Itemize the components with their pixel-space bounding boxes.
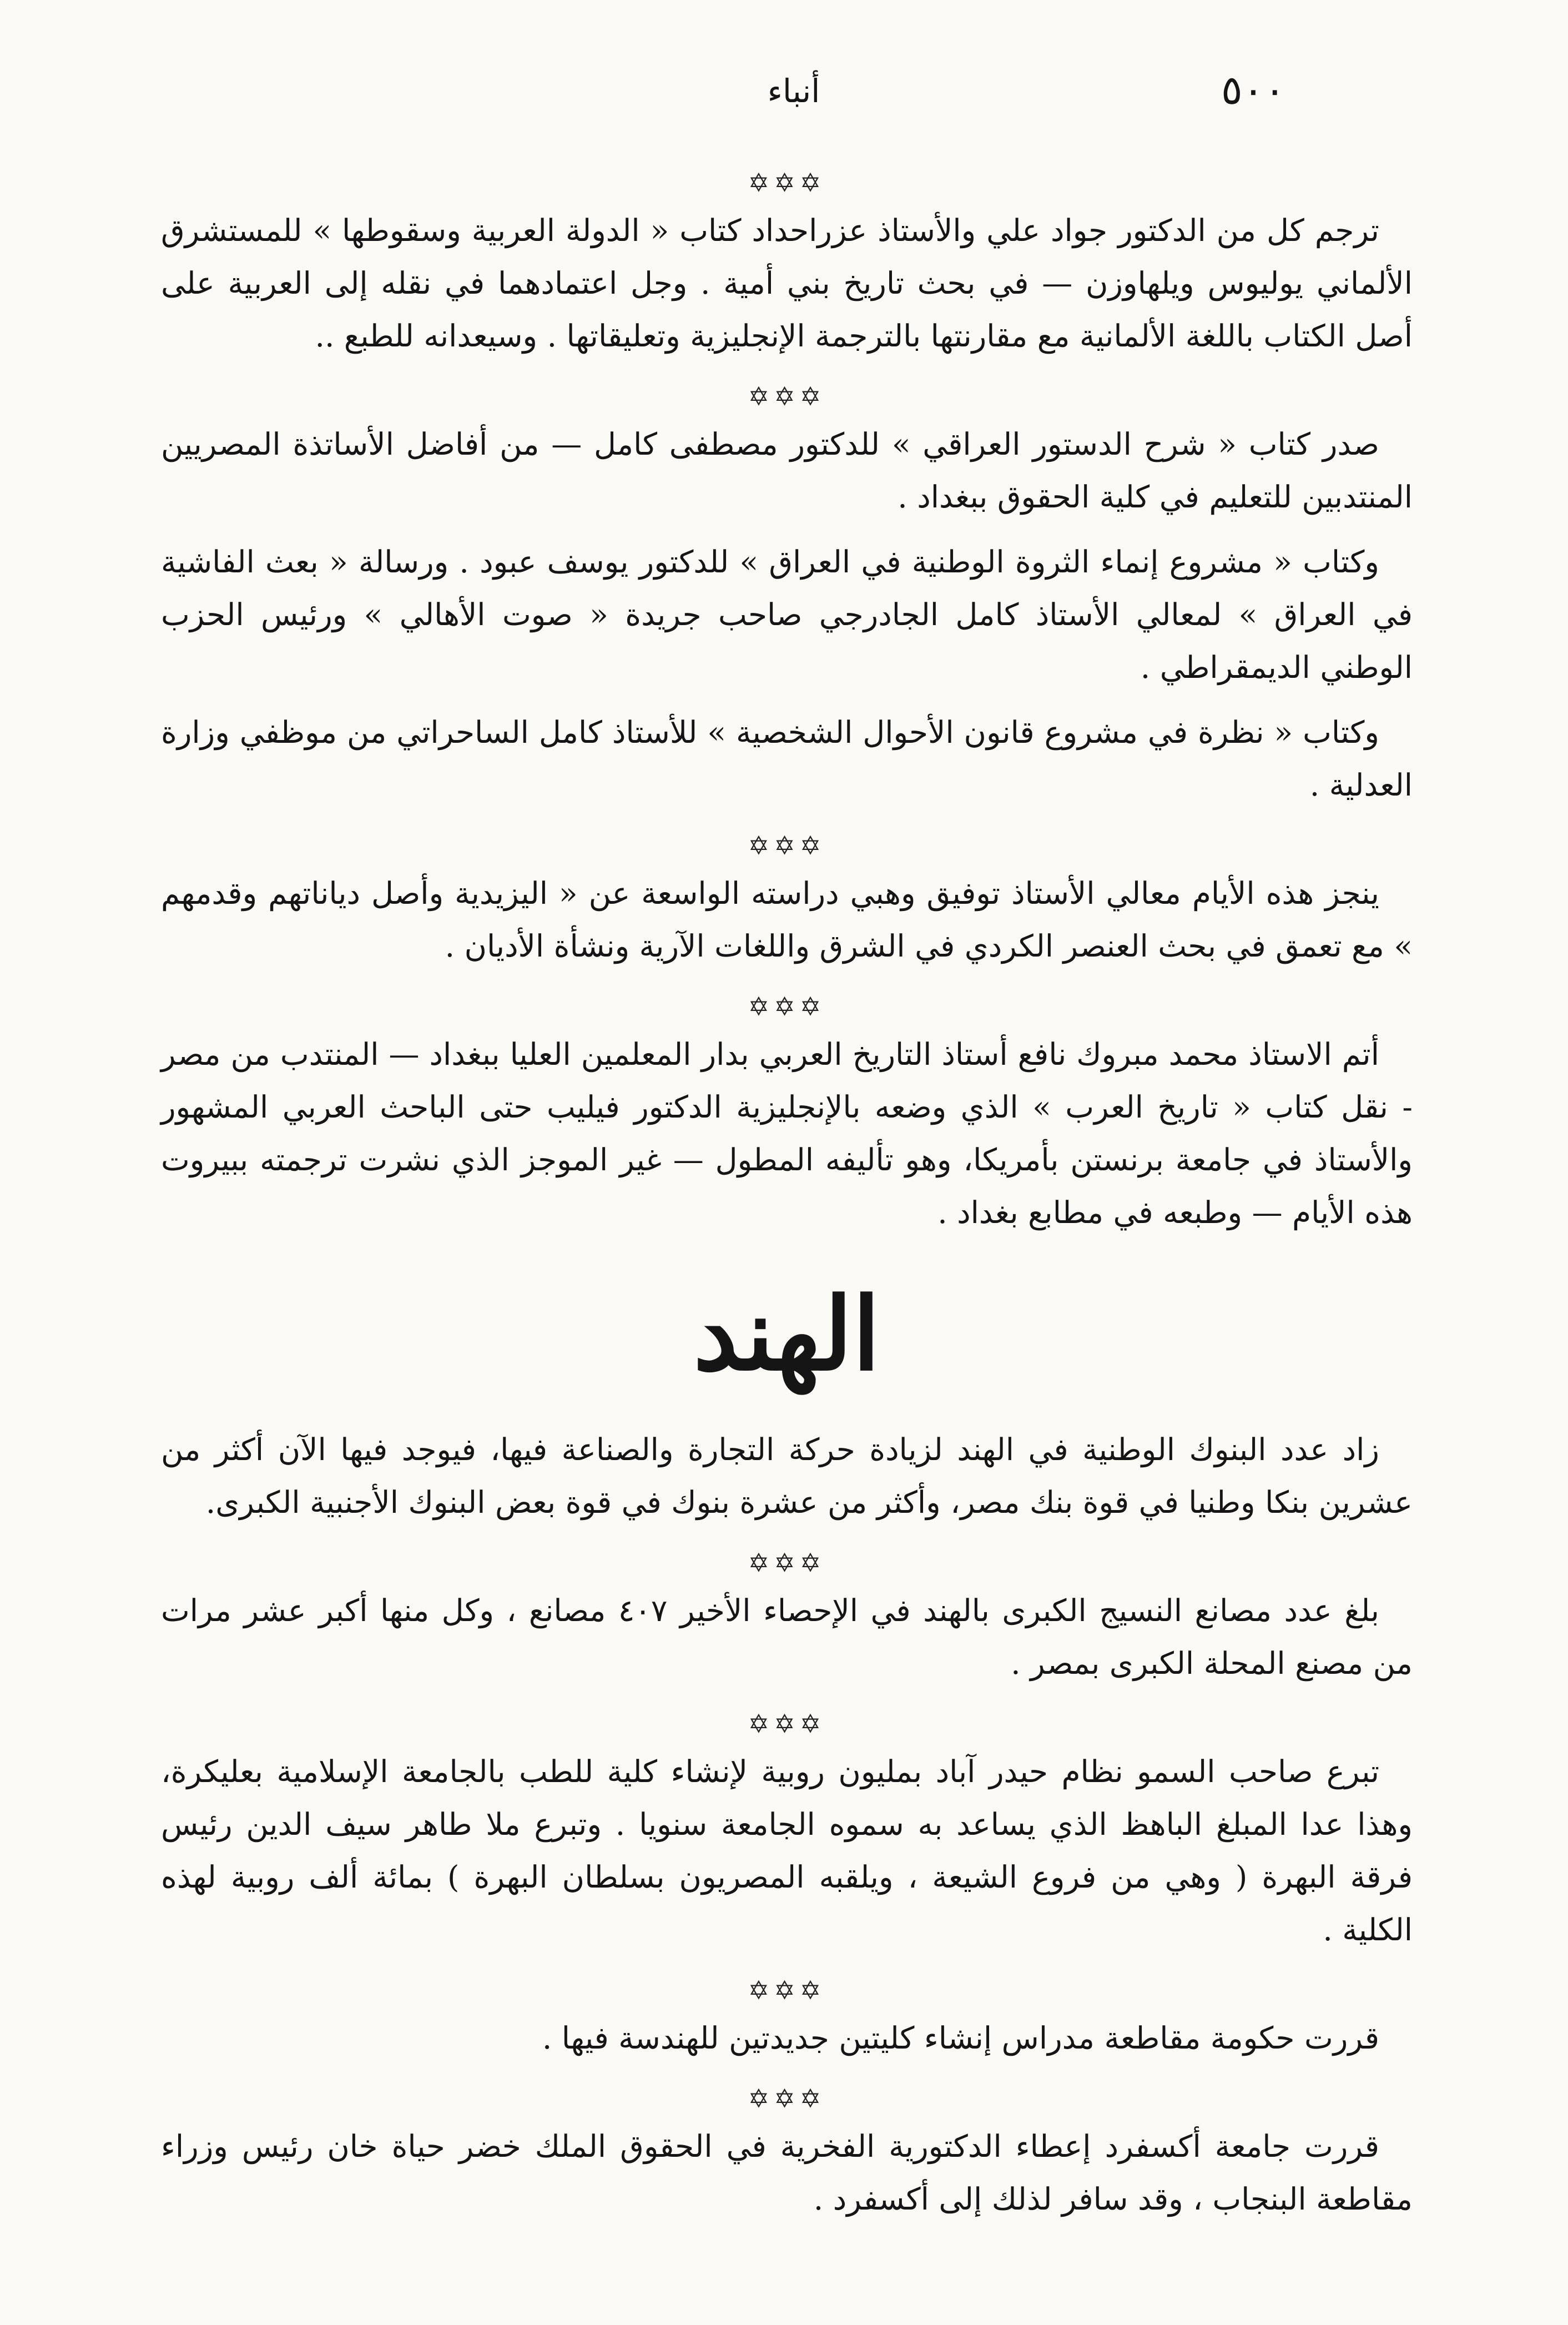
news-item-yazidi-study: ينجز هذه الأيام معالي الأستاذ توفيق وهبي دراسته الواسعة عن « اليزيدية وأصل دياناتهم وقدمهم » مع تعمق في بحث العنصر الكردي في الشرق واللغات الآرية ونشأة الأديان . [161, 875, 1413, 964]
news-item-medical-college-donation: تبرع صاحب السمو نظام حيدر آباد بمليون روبية لإنشاء كلية للطب بالجامعة الإسلامية بعليكرة، وهذا عدا المبلغ الباهظ الذي يساعد به سموه الجامعة سنويا . وتبرع ملا طاهر سيف الدين رئيس فرقة البهرة ( وهي من فروع الشيعة ، ويلقبه المصريون بسلطان البهرة ) بمائة ألف روبية لهذه الكلية . [161, 1754, 1413, 1947]
ornament-separator: ✡✡✡ [748, 1709, 826, 1739]
page-header [0, 67, 1568, 133]
news-item-history-of-arabs-translation: أتم الاستاذ محمد مبروك نافع أستاذ التاريخ العربي بدار المعلمين العليا ببغداد — المنتدب من مصر - نقل كتاب « تاريخ العرب » الذي وضعه بالإنجليزية الدكتور فيليب حتى الباحث العربي المشهور والأستاذ في جامعة برنستن بأمريكا، وهو تأليفه المطول — غير الموجز الذي نشرت ترجمته ببيروت هذه الأيام — وطبعه في مطابع بغداد . [161, 1036, 1413, 1230]
news-item-personal-status-law-book: وكتاب « نظرة في مشروع قانون الأحوال الشخصية » للأستاذ كامل الساحراتي من موظفي وزارة العدلية . [161, 714, 1413, 803]
ornament-separator: ✡✡✡ [748, 381, 826, 411]
news-item-translation-arab-state: ترجم كل من الدكتور جواد علي والأستاذ عزراحداد كتاب « الدولة العربية وسقوطها » للمستشرق الألماني يوليوس ويلهاوزن — في بحث تاريخ بني أمية . وجل اعتمادهما في نقله إلى العربية على أصل الكتاب باللغة الألمانية مع مقارنتها بالترجمة الإنجليزية وتعليقاتها . وسيعدانه للطبع .. [161, 213, 1413, 354]
news-item-textile-factories: بلغ عدد مصانع النسيج الكبرى بالهند في الإحصاء الأخير ٤٠٧ مصانع ، وكل منها أكبر عشر مرات من مصنع المحلة الكبرى بمصر . [161, 1593, 1413, 1681]
running-head: أنباء [767, 72, 820, 110]
news-item-national-wealth-book: وكتاب « مشروع إنماء الثروة الوطنية في العراق » للدكتور يوسف عبود . ورسالة « بعث الفاشية في العراق » لمعالي الأستاذ كامل الجادرجي صاحب جريدة « صوت الأهالي » ورئيس الحزب الوطني الديمقراطي . [161, 544, 1413, 685]
page-number: ٥٠٠ [1221, 67, 1286, 113]
news-item-national-banks: زاد عدد البنوك الوطنية في الهند لزيادة حركة التجارة والصناعة فيها، فيوجد فيها الآن أكثر من عشرين بنكا وطنيا في قوة بنك مصر، وأكثر من عشرة بنوك في قوة بعض البنوك الأجنبية الكبرى. [161, 1432, 1413, 1520]
ornament-separator: ✡✡✡ [748, 168, 826, 198]
news-item-oxford-honorary-doctorate: قررت جامعة أكسفرد إعطاء الدكتورية الفخرية في الحقوق الملك خضر حياة خان رئيس وزراء مقاطعة البنجاب ، وقد سافر لذلك إلى أكسفرد . [161, 2128, 1413, 2217]
section-heading-india: الهند [693, 1276, 880, 1393]
ornament-separator: ✡✡✡ [748, 992, 826, 1021]
ornament-separator: ✡✡✡ [748, 2084, 826, 2113]
page-body [161, 161, 1413, 2238]
ornament-separator: ✡✡✡ [748, 1548, 826, 1578]
news-item-iraqi-constitution-book: صدر كتاب « شرح الدستور العراقي » للدكتور مصطفى كامل — من أفاضل الأساتذة المصريين المنتدبين للتعليم في كلية الحقوق ببغداد . [161, 426, 1413, 515]
news-item-madras-engineering: قررت حكومة مقاطعة مدراس إنشاء كليتين جديدتين للهندسة فيها . [542, 2020, 1379, 2056]
ornament-separator: ✡✡✡ [748, 1975, 826, 2005]
ornament-separator: ✡✡✡ [748, 831, 826, 860]
